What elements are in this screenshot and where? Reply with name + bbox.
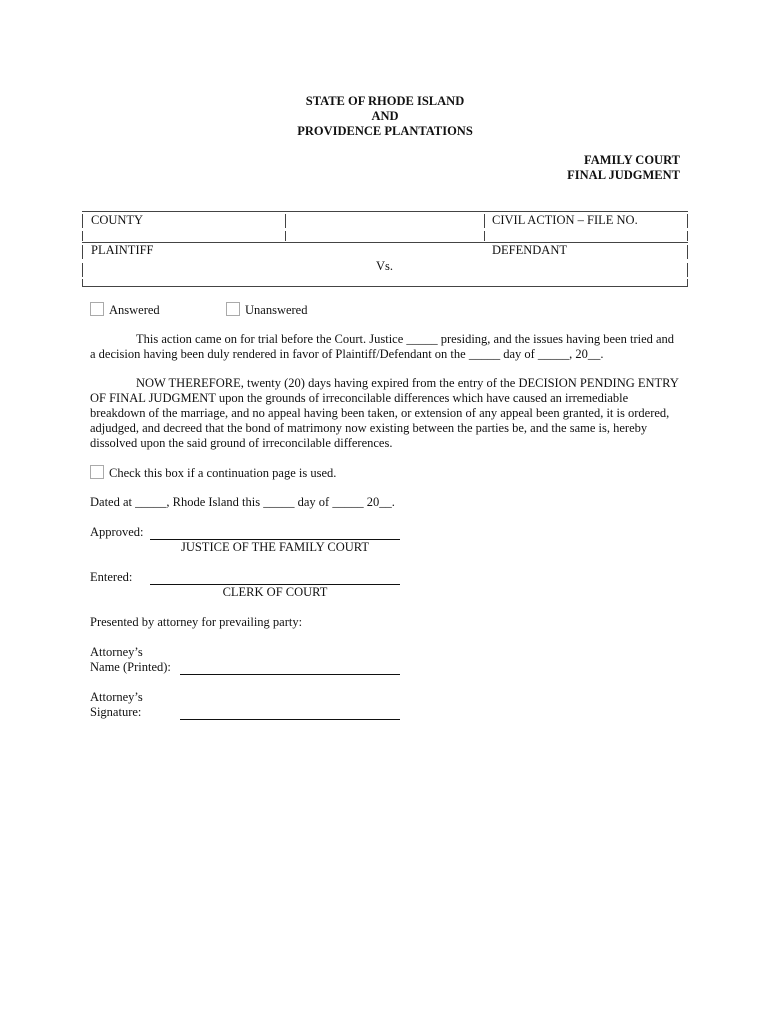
answered-option[interactable] xyxy=(90,302,160,318)
trial-paragraph: This action came on for trial before the Court. Justice _____ presiding, and the issues having been tried and a decision having been duly rendered in favor of Plaintiff/Defendant on the _____ day of _____, 20__. xyxy=(90,332,675,361)
attorney-name-label-1: Attorney’s xyxy=(90,645,143,659)
attorney-name-line[interactable] xyxy=(180,674,400,675)
answered-checkbox[interactable] xyxy=(90,302,104,316)
tick xyxy=(82,214,83,228)
county-label: COUNTY xyxy=(91,213,144,227)
continuation-option[interactable] xyxy=(90,465,336,481)
attorney-signature-line[interactable] xyxy=(180,719,400,720)
entered-label: Entered: xyxy=(90,570,133,584)
tick xyxy=(687,214,688,228)
tick xyxy=(687,231,688,241)
answered-label: Answered xyxy=(109,303,160,317)
tick xyxy=(82,231,83,241)
caption-middle-rule xyxy=(82,242,688,243)
tick xyxy=(484,214,485,228)
caption-box xyxy=(82,211,688,287)
tick xyxy=(82,279,83,286)
document-heading xyxy=(0,94,770,139)
heading-line-1: STATE OF RHODE ISLAND xyxy=(305,94,465,108)
heading-line-2: AND xyxy=(371,109,399,123)
tick xyxy=(687,263,688,277)
attorney-signature-label-2: Signature: xyxy=(90,705,142,719)
tick xyxy=(484,231,485,241)
presented-by-text: Presented by attorney for prevailing party: xyxy=(90,615,303,629)
unanswered-option[interactable] xyxy=(226,302,307,318)
caption-top-rule xyxy=(82,211,688,212)
tick xyxy=(82,245,83,259)
versus-label: Vs. xyxy=(376,259,394,273)
court-name: FAMILY COURT xyxy=(584,153,680,167)
tick xyxy=(285,231,286,241)
justice-caption: JUSTICE OF THE FAMILY COURT xyxy=(180,540,370,554)
attorney-signature-label-1: Attorney’s xyxy=(90,690,143,704)
document-title-block xyxy=(567,153,680,183)
attorney-signature-label xyxy=(90,690,143,720)
judgment-paragraph: NOW THEREFORE, twenty (20) days having expired from the entry of the DECISION PENDING ENTRY OF FINAL JUDGMENT upon the grounds of irreconcilable differences which have caused an irremediable breakdown of the marriage, and no appeal having been taken, or extension of any appeal been granted, it is ordered, adjudged, and decreed that the bond of matrimony now existing between the parties be, and the same is, hereby dissolved upon the said ground of irreconcilable differences. xyxy=(90,376,679,450)
continuation-label: Check this box if a continuation page is used. xyxy=(109,466,337,480)
caption-bottom-rule xyxy=(82,286,688,287)
tick xyxy=(687,245,688,259)
unanswered-checkbox[interactable] xyxy=(226,302,240,316)
tick xyxy=(687,279,688,286)
plaintiff-label: PLAINTIFF xyxy=(91,243,154,257)
tick xyxy=(82,263,83,277)
file-number-label: CIVIL ACTION – FILE NO. xyxy=(492,213,638,227)
attorney-name-label-2: Name (Printed): xyxy=(90,660,171,674)
defendant-label: DEFENDANT xyxy=(492,243,567,257)
unanswered-label: Unanswered xyxy=(245,303,308,317)
dated-line: Dated at _____, Rhode Island this _____ day of _____ 20__. xyxy=(90,495,395,509)
heading-line-3: PROVIDENCE PLANTATIONS xyxy=(297,124,473,138)
attorney-name-label xyxy=(90,645,171,675)
document-title: FINAL JUDGMENT xyxy=(567,168,680,182)
tick xyxy=(285,214,286,228)
clerk-caption: CLERK OF COURT xyxy=(222,585,328,599)
approved-label: Approved: xyxy=(90,525,144,539)
continuation-checkbox[interactable] xyxy=(90,465,104,479)
